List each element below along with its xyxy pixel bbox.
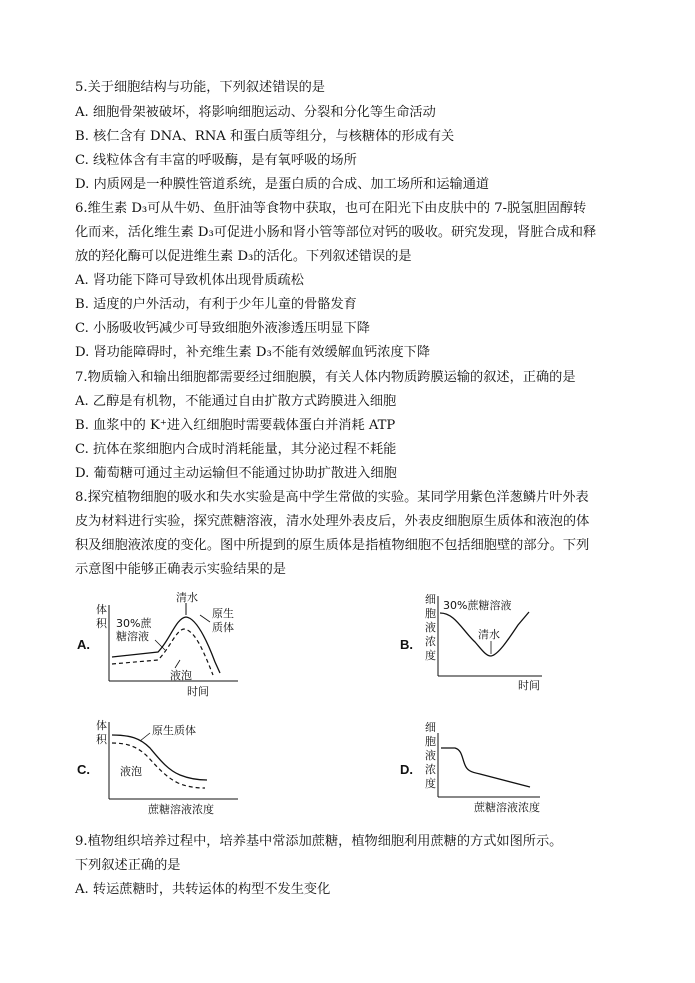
q9-option-a: A. 转运蔗糖时，共转运体的构型不发生变化 [75, 882, 331, 897]
fig-a-water-label: 清水 [176, 591, 198, 604]
fig-b-ylabel-1: 细 [425, 593, 436, 606]
fig-b-ylabel-5: 度 [425, 649, 436, 662]
q9-stem-line-2: 下列叙述正确的是 [75, 858, 181, 873]
fig-b-ylabel-4: 浓 [425, 635, 436, 648]
q8-stem-line-3: 积及细胞液浓度的变化。图中所提到的原生质体是指植物细胞不包括细胞壁的部分。下列 [75, 538, 590, 553]
q5-stem: 5.关于细胞结构与功能，下列叙述错误的是 [75, 80, 325, 95]
fig-d-xlabel: 蔗糖溶液浓度 [474, 801, 540, 814]
fig-c-protoplast-label: 原生质体 [152, 724, 196, 737]
fig-c-ylabel-1: 体 [96, 719, 107, 732]
fig-a-protoplast-label-1: 原生 [212, 607, 234, 620]
fig-d-curve [441, 748, 530, 787]
q7-option-b: B. 血浆中的 K⁺进入红细胞时需要载体蛋白并消耗 ATP [75, 418, 396, 433]
q5-option-a: A. 细胞骨架被破坏，将影响细胞运动、分裂和分化等生命活动 [75, 105, 436, 120]
q6-stem-line-3: 放的羟化酶可以促进维生素 D₃的活化。下列叙述错误的是 [75, 249, 412, 264]
fig-b-option-label: B. [400, 637, 413, 652]
fig-d-ylabel-5: 度 [425, 777, 436, 790]
q9-stem-line-1: 9.植物组织培养过程中，培养基中常添加蔗糖，植物细胞利用蔗糖的方式如图所示。 [75, 834, 563, 849]
fig-a-sucrose-label-1: 30%蔗 [116, 617, 152, 630]
fig-b-xlabel: 时间 [518, 679, 540, 692]
fig-a-protoplast-label-2: 质体 [212, 621, 234, 634]
fig-b-ylabel-3: 液 [425, 621, 436, 634]
fig-a-ylabel-1: 体 [96, 603, 107, 616]
fig-c-xlabel: 蔗糖溶液浓度 [148, 803, 214, 816]
q6-option-c: C. 小肠吸收钙减少可导致细胞外液渗透压明显下降 [75, 321, 370, 336]
q5-option-d: D. 内质网是一种膜性管道系统，是蛋白质的合成、加工场所和运输通道 [75, 177, 490, 192]
q8-stem-line-4: 示意图中能够正确表示实验结果的是 [75, 562, 286, 577]
fig-a-xlabel: 时间 [187, 685, 209, 698]
q7-option-a: A. 乙醇是有机物，不能通过自由扩散方式跨膜进入细胞 [75, 394, 397, 409]
q6-option-a: A. 肾功能下降可导致机体出现骨质疏松 [75, 273, 304, 288]
fig-a-option-label: A. [77, 637, 90, 652]
q8-stem-line-2: 皮为材料进行实验，探究蔗糖溶液，清水处理外表皮后，外表皮细胞原生质体和液泡的体 [75, 514, 590, 529]
q6-option-d: D. 肾功能障碍时，补充维生素 D₃不能有效缓解血钙浓度下降 [75, 345, 431, 360]
q8-stem-line-1: 8.探究植物细胞的吸水和失水实验是高中学生常做的实验。某同学用紫色洋葱鳞片叶外表 [75, 490, 589, 505]
fig-c-ylabel-2: 积 [96, 733, 107, 746]
fig-a-sucrose-label-2: 糖溶液 [116, 630, 149, 643]
fig-a-ylabel-2: 积 [96, 617, 107, 630]
q5-option-b: B. 核仁含有 DNA、RNA 和蛋白质等组分，与核糖体的形成有关 [75, 129, 455, 144]
q7-option-c: C. 抗体在浆细胞内合成时消耗能量，其分泌过程不耗能 [75, 442, 397, 457]
fig-b-sucrose-label: 30%蔗糖溶液 [443, 599, 512, 612]
q6-option-b: B. 适度的户外活动，有利于少年儿童的骨骼发育 [75, 297, 357, 312]
fig-d-option-label: D. [400, 762, 413, 777]
fig-d-ylabel-3: 液 [425, 749, 436, 762]
q7-option-d: D. 葡萄糖可通过主动运输但不能通过协助扩散进入细胞 [75, 466, 397, 481]
fig-c-option-label: C. [77, 762, 90, 777]
q7-stem: 7.物质输入和输出细胞都需要经过细胞膜，有关人体内物质跨膜运输的叙述，正确的是 [75, 370, 576, 385]
fig-d-ylabel-1: 细 [425, 721, 436, 734]
fig-a-vacuole-label: 液泡 [170, 669, 192, 682]
q5-option-c: C. 线粒体含有丰富的呼吸酶，是有氧呼吸的场所 [75, 153, 357, 168]
fig-d-ylabel-2: 胞 [425, 735, 436, 748]
fig-b-water-label: 清水 [478, 628, 500, 641]
fig-b-ylabel-2: 胞 [425, 607, 436, 620]
q6-stem-line-2: 化而来，活化维生素 D₃可促进小肠和肾小管等部位对钙的吸收。研究发现，肾脏合成和释 [75, 225, 597, 240]
fig-c-vacuole-label: 液泡 [120, 765, 142, 778]
fig-d-ylabel-4: 浓 [425, 763, 436, 776]
q6-stem-line-1: 6.维生素 D₃可从牛奶、鱼肝油等食物中获取，也可在阳光下由皮肤中的 7-脱氢胆固醇转 [75, 201, 587, 216]
